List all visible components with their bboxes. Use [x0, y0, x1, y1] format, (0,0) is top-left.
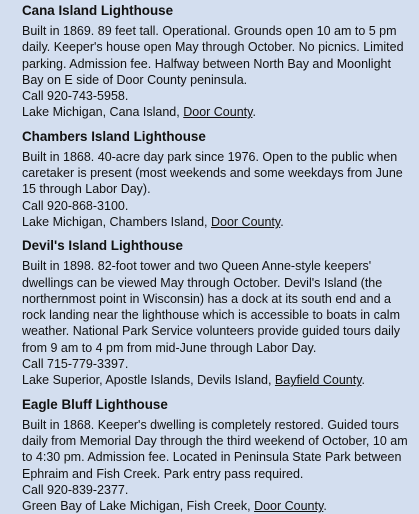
lighthouse-location: [22, 372, 411, 388]
lighthouse-title: Devil's Island Lighthouse: [22, 238, 183, 254]
location-text: Lake Superior, Apostle Islands, Devils Island,: [22, 373, 275, 388]
lighthouse-description: Built in 1869. 89 feet tall. Operational. Grounds open 10 am to 5 pm daily. Keeper's house open May through October. No picnics. Limited parking. Admission fee. Halfway between North Bay and Moonlight Bay on E side of Door County peninsula.: [22, 24, 404, 87]
lighthouse-title: Cana Island Lighthouse: [22, 3, 174, 18]
lighthouse-location: [22, 214, 411, 230]
location-end: .: [361, 373, 366, 388]
lighthouse-title: Eagle Bluff Lighthouse: [22, 396, 168, 412]
lighthouse-title: Chambers Island Lighthouse: [22, 128, 206, 144]
county-link[interactable]: Door County: [210, 214, 281, 229]
lighthouse-entry-chambers-island: [22, 128, 411, 230]
lighthouse-phone: Call 920-743-5958.: [22, 89, 129, 104]
lighthouse-entry-devils-island: [22, 237, 411, 388]
lighthouse-phone: Call 920-839-2377.: [22, 482, 129, 497]
location-text: Lake Michigan, Chambers Island,: [22, 214, 211, 229]
location-end: .: [252, 105, 256, 120]
lighthouse-description: Built in 1898. 82-foot tower and two Queen Anne-style keepers' dwellings can be viewed May through October. Devil's Island (the northernmost point in Wisconsin) has a dock at its south end and a rock landing near the lighthouse which is accessible to boats in calm weather. National Park Service volunteers provide guided tours daily from 9 am to 4 pm from mid-June through Labor Day.: [22, 259, 400, 355]
lighthouse-description: Built in 1868. Keeper's dwelling is completely restored. Guided tours daily from Memorial Day through the third weekend of October, 10 am to 4:30 pm. Admission fee. Located in Peninsula State Park between Ephraim and Fish Creek. Park entry pass required.: [22, 417, 408, 481]
lighthouse-entry-cana-island: [22, 2, 411, 121]
county-link[interactable]: Door County: [254, 499, 324, 514]
location-text: Green Bay of Lake Michigan, Fish Creek,: [22, 499, 255, 514]
lighthouse-entry-eagle-bluff: [22, 396, 411, 514]
county-link[interactable]: Door County: [183, 105, 253, 120]
location-end: .: [280, 214, 284, 229]
lighthouse-description: Built in 1868. 40-acre day park since 1976. Open to the public when caretaker is present (most weekends and some weekdays from June 15 through Labor Day).: [22, 149, 403, 197]
county-link[interactable]: Bayfield County: [274, 373, 362, 388]
lighthouse-location: [22, 104, 411, 120]
lighthouse-phone: Call 715-779-3397.: [22, 357, 129, 372]
location-end: .: [323, 499, 327, 514]
lighthouse-phone: Call 920-868-3100.: [22, 198, 129, 213]
location-text: Lake Michigan, Cana Island,: [22, 105, 184, 120]
